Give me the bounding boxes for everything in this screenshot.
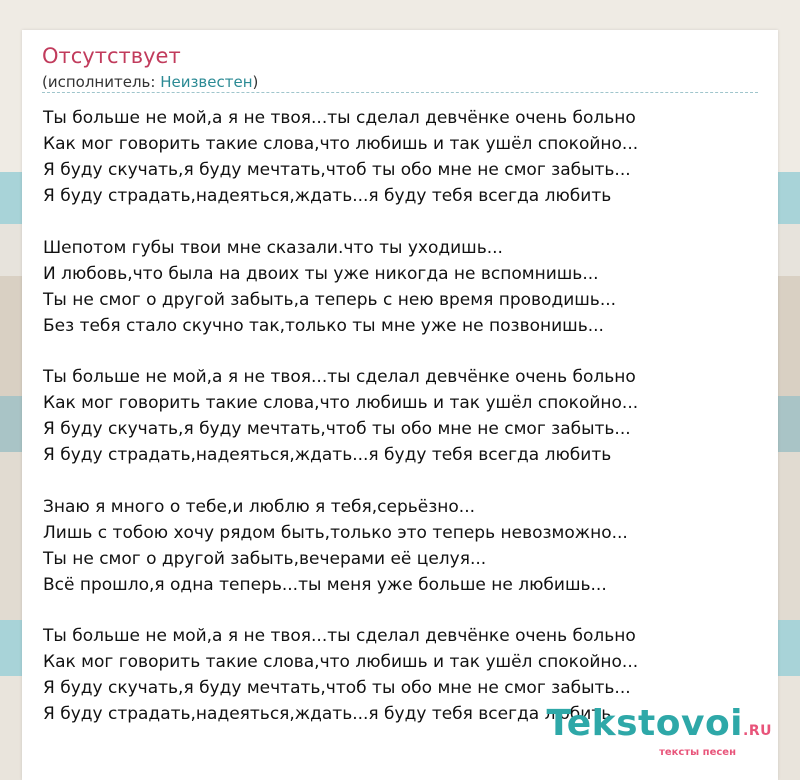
lyric-line: Я буду страдать,надеяться,ждать...я буду тебя всегда любить — [43, 704, 612, 725]
artist-link[interactable]: Неизвестен — [160, 73, 253, 91]
logo-tld: .RU — [743, 723, 772, 739]
verse — [43, 235, 763, 339]
verse — [43, 364, 763, 468]
lyric-line: Как мог говорить такие слова,что любишь и так ушёл спокойно... — [43, 393, 639, 414]
lyric-line: Ты не смог о другой забыть,вечерами её целуя... — [43, 548, 487, 569]
lyric-line: Я буду скучать,я буду мечтать,чтоб ты обо мне не смог забыть... — [43, 160, 631, 180]
logo-tagline: тексты песен — [659, 747, 736, 758]
lyric-line: Я буду страдать,надеяться,ждать...я буду тебя всегда любить — [43, 445, 612, 466]
lyric-line: Без тебя стало скучно так,только ты мне уже не позвонишь... — [43, 315, 604, 336]
artist-suffix: ) — [252, 73, 259, 91]
logo-name: Tekstovoi — [546, 703, 744, 744]
title-divider — [42, 92, 758, 93]
lyric-line: Знаю я много о тебе,и люблю я тебя,серьёзно... — [43, 496, 476, 517]
verse — [43, 105, 763, 209]
logo-wordmark — [546, 703, 772, 749]
artist-prefix: (исполнитель: — [42, 73, 161, 91]
artist-line — [42, 73, 258, 91]
lyric-line: Ты не смог о другой забыть,а теперь с нею время проводишь... — [43, 289, 617, 310]
lyric-line: Я буду страдать,надеяться,ждать...я буду тебя всегда любить — [43, 186, 612, 206]
verse — [43, 494, 763, 598]
lyric-line: Всё прошло,я одна теперь...ты меня уже больше не любишь... — [43, 574, 607, 595]
lyric-line: Я буду скучать,я буду мечтать,чтоб ты обо мне не смог забыть... — [43, 419, 631, 440]
lyrics-card — [22, 30, 778, 780]
song-title: Отсутствует — [42, 44, 181, 68]
lyric-line: Ты больше не мой,а я не твоя...ты сделал девчёнке очень больно — [43, 108, 636, 128]
lyrics-body — [43, 105, 763, 753]
lyric-line: И любовь,что была на двоих ты уже никогда не вспомнишь... — [43, 263, 599, 284]
lyric-line: Ты больше не мой,а я не твоя...ты сделал девчёнке очень больно — [43, 626, 636, 647]
lyric-line: Лишь с тобою хочу рядом быть,только это теперь невозможно... — [43, 522, 628, 543]
lyric-line: Как мог говорить такие слова,что любишь и так ушёл спокойно... — [43, 134, 639, 154]
lyric-line: Я буду скучать,я буду мечтать,чтоб ты обо мне не смог забыть... — [43, 678, 631, 699]
site-logo[interactable] — [546, 703, 772, 758]
lyric-line: Ты больше не мой,а я не твоя...ты сделал девчёнке очень больно — [43, 367, 636, 388]
lyric-line: Как мог говорить такие слова,что любишь и так ушёл спокойно... — [43, 652, 639, 673]
lyric-line: Шепотом губы твои мне сказали.что ты уходишь... — [43, 237, 503, 258]
